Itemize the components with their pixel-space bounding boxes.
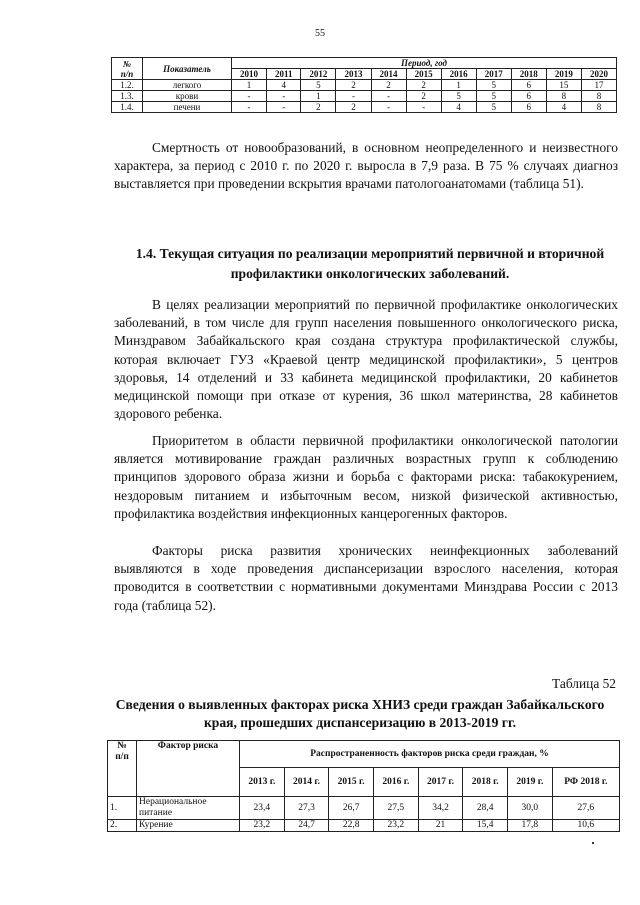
table1-year-header: 2018 — [511, 69, 546, 80]
table1-cell: 5 — [476, 102, 511, 113]
table1-year-header: 2015 — [406, 69, 441, 80]
paragraph-risk-factors: Факторы риска развития хронических неинфекционных заболеваний выявляются в ходе проведения диспансеризации взрослого населения, которая проводится в соответствии с нормативными документами Минздрава России с 2013 года (таблица 52). — [114, 543, 618, 613]
table2-cell: 22,8 — [329, 820, 374, 832]
table1-cell: 2 — [336, 80, 371, 91]
paragraph-priority: Приоритетом в области первичной профилактики онкологической патологии является мотивирование граждан различных возрастных групп к соблюдению принципов здорового образа жизни и борьба с факторами риска: табакокурением, нездоровым питанием и избыточным весом, низкой физической активностью, профилактика воздействия инфекционных канцерогенных факторов. — [114, 433, 618, 521]
table2-year-header: 2015 г. — [329, 768, 374, 797]
table1-col-period: Период, год — [232, 58, 617, 69]
paragraph-prevention-structure: В целях реализации мероприятий по первичной профилактике онкологических заболеваний, в том числе для групп населения повышенного онкологического риска, Минздравом Забайкальского края создана структура профилактической службы, которая включает ГУЗ «Краевой центр медицинской профилактики», 5 центров здоровья, 14 отделений и 33 кабинета медицинской профилактики, 20 кабинетов медицинской помощи при отказе от курения, 36 школ материнства, 28 кабинетов здорового ребенка. — [114, 297, 618, 422]
table1-row-name: печени — [143, 102, 232, 113]
table2-col-num: № п/п — [108, 741, 137, 797]
table1-cell: - — [232, 91, 267, 102]
table1-cell: 8 — [581, 102, 616, 113]
table1-cell: - — [336, 91, 371, 102]
table2-cell: 27,3 — [284, 797, 329, 820]
table1-cell: - — [371, 102, 406, 113]
table2-year-header: РФ 2018 г. — [552, 768, 619, 797]
table2-cell: 15,4 — [463, 820, 508, 832]
table2-row — [108, 820, 620, 832]
table1-row-num: 1.2. — [112, 80, 143, 91]
section-heading: 1.4. Текущая ситуация по реализации мероприятий первичной и вторичной профилактики онкологических заболеваний. — [135, 246, 605, 281]
table1-cell: - — [232, 102, 267, 113]
table2-col-prevalence: Распространенность факторов риска среди граждан, % — [240, 741, 620, 768]
table1-cell: 2 — [406, 91, 441, 102]
table2-cell: 27,5 — [374, 797, 419, 820]
table1-cell: 2 — [371, 80, 406, 91]
table1-row — [112, 80, 617, 91]
table2-cell: 24,7 — [284, 820, 329, 832]
table1-row — [112, 102, 617, 113]
table2-year-header: 2017 г. — [418, 768, 463, 797]
table2-cell: 21 — [418, 820, 463, 832]
table1-row-num: 1.4. — [112, 102, 143, 113]
table2-year-header: 2018 г. — [463, 768, 508, 797]
paragraph-mortality: Смертность от новообразований, в основном неопределенного и неизвестного характера, за период с 2010 г. по 2020 г. выросла в 7,9 раза. В 75 % случаях диагноз выставляется при проведении вскрытия врачами патологоанатомами (таблица 51). — [114, 140, 618, 192]
table2-year-header: 2019 г. — [508, 768, 553, 797]
table1-cell: 1 — [232, 80, 267, 91]
table1-cell: 15 — [546, 80, 581, 91]
table2-cell: 10,6 — [552, 820, 619, 832]
table2-title: Сведения о выявленных факторах риска ХНИЗ среди граждан Забайкальского края, прошедших диспансеризацию в 2013-2019 гг. — [115, 697, 605, 730]
table1-cell: - — [267, 102, 301, 113]
table1-cell: 1 — [301, 91, 336, 102]
table1-cell: 6 — [511, 80, 546, 91]
mortality-table — [111, 57, 617, 113]
stray-dot — [592, 842, 594, 844]
table1-cell: 5 — [476, 91, 511, 102]
table1-cell: 4 — [441, 102, 476, 113]
table2-year-header: 2014 г. — [284, 768, 329, 797]
table1-cell: 2 — [336, 102, 371, 113]
table1-col-indicator: Показатель — [143, 58, 232, 80]
table1-cell: 1 — [441, 80, 476, 91]
table2-row-name: Нерациональное питание — [137, 797, 240, 820]
table1-cell: 6 — [511, 91, 546, 102]
table1-year-header: 2012 — [301, 69, 336, 80]
table2-cell: 23,2 — [374, 820, 419, 832]
table2-caption: Таблица 52 — [552, 676, 616, 691]
table2-cell: 17,8 — [508, 820, 553, 832]
table2-cell: 27,6 — [552, 797, 619, 820]
table1-cell: 2 — [301, 102, 336, 113]
table1-cell: 5 — [301, 80, 336, 91]
table1-row-name: легкого — [143, 80, 232, 91]
table1-cell: 2 — [406, 80, 441, 91]
table2-row-num: 2. — [108, 820, 137, 832]
table2-cell: 26,7 — [329, 797, 374, 820]
table1-cell: 8 — [581, 91, 616, 102]
table1-row-num: 1.3. — [112, 91, 143, 102]
table2-cell: 28,4 — [463, 797, 508, 820]
table2-row-num: 1. — [108, 797, 137, 820]
table1-year-header: 2020 — [581, 69, 616, 80]
table1-col-num: № п/п — [112, 58, 143, 80]
page-number: 55 — [315, 28, 325, 39]
table1-year-header: 2013 — [336, 69, 371, 80]
table2-cell: 23,4 — [240, 797, 285, 820]
table1-year-header: 2017 — [476, 69, 511, 80]
table2-col-factor: Фактор риска — [137, 741, 240, 797]
table1-year-header: 2011 — [267, 69, 301, 80]
table1-year-header: 2010 — [232, 69, 267, 80]
table1-cell: 17 — [581, 80, 616, 91]
table1-year-header: 2014 — [371, 69, 406, 80]
table1-year-header: 2019 — [546, 69, 581, 80]
risk-factors-table — [107, 740, 620, 832]
table1-cell: 8 — [546, 91, 581, 102]
table2-row-name: Курение — [137, 820, 240, 832]
table1-cell: - — [267, 91, 301, 102]
table2-year-header: 2013 г. — [240, 768, 285, 797]
table1-cell: 4 — [546, 102, 581, 113]
table1-cell: 4 — [267, 80, 301, 91]
table2-year-header: 2016 г. — [374, 768, 419, 797]
table1-cell: - — [371, 91, 406, 102]
table1-row-name: крови — [143, 91, 232, 102]
table1-cell: 5 — [441, 91, 476, 102]
table2-row — [108, 797, 620, 820]
table1-cell: 6 — [511, 102, 546, 113]
table2-cell: 34,2 — [418, 797, 463, 820]
table1-row — [112, 91, 617, 102]
table2-cell: 30,0 — [508, 797, 553, 820]
table2-cell: 23,2 — [240, 820, 285, 832]
table1-cell: - — [406, 102, 441, 113]
table1-year-header: 2016 — [441, 69, 476, 80]
table1-cell: 5 — [476, 80, 511, 91]
